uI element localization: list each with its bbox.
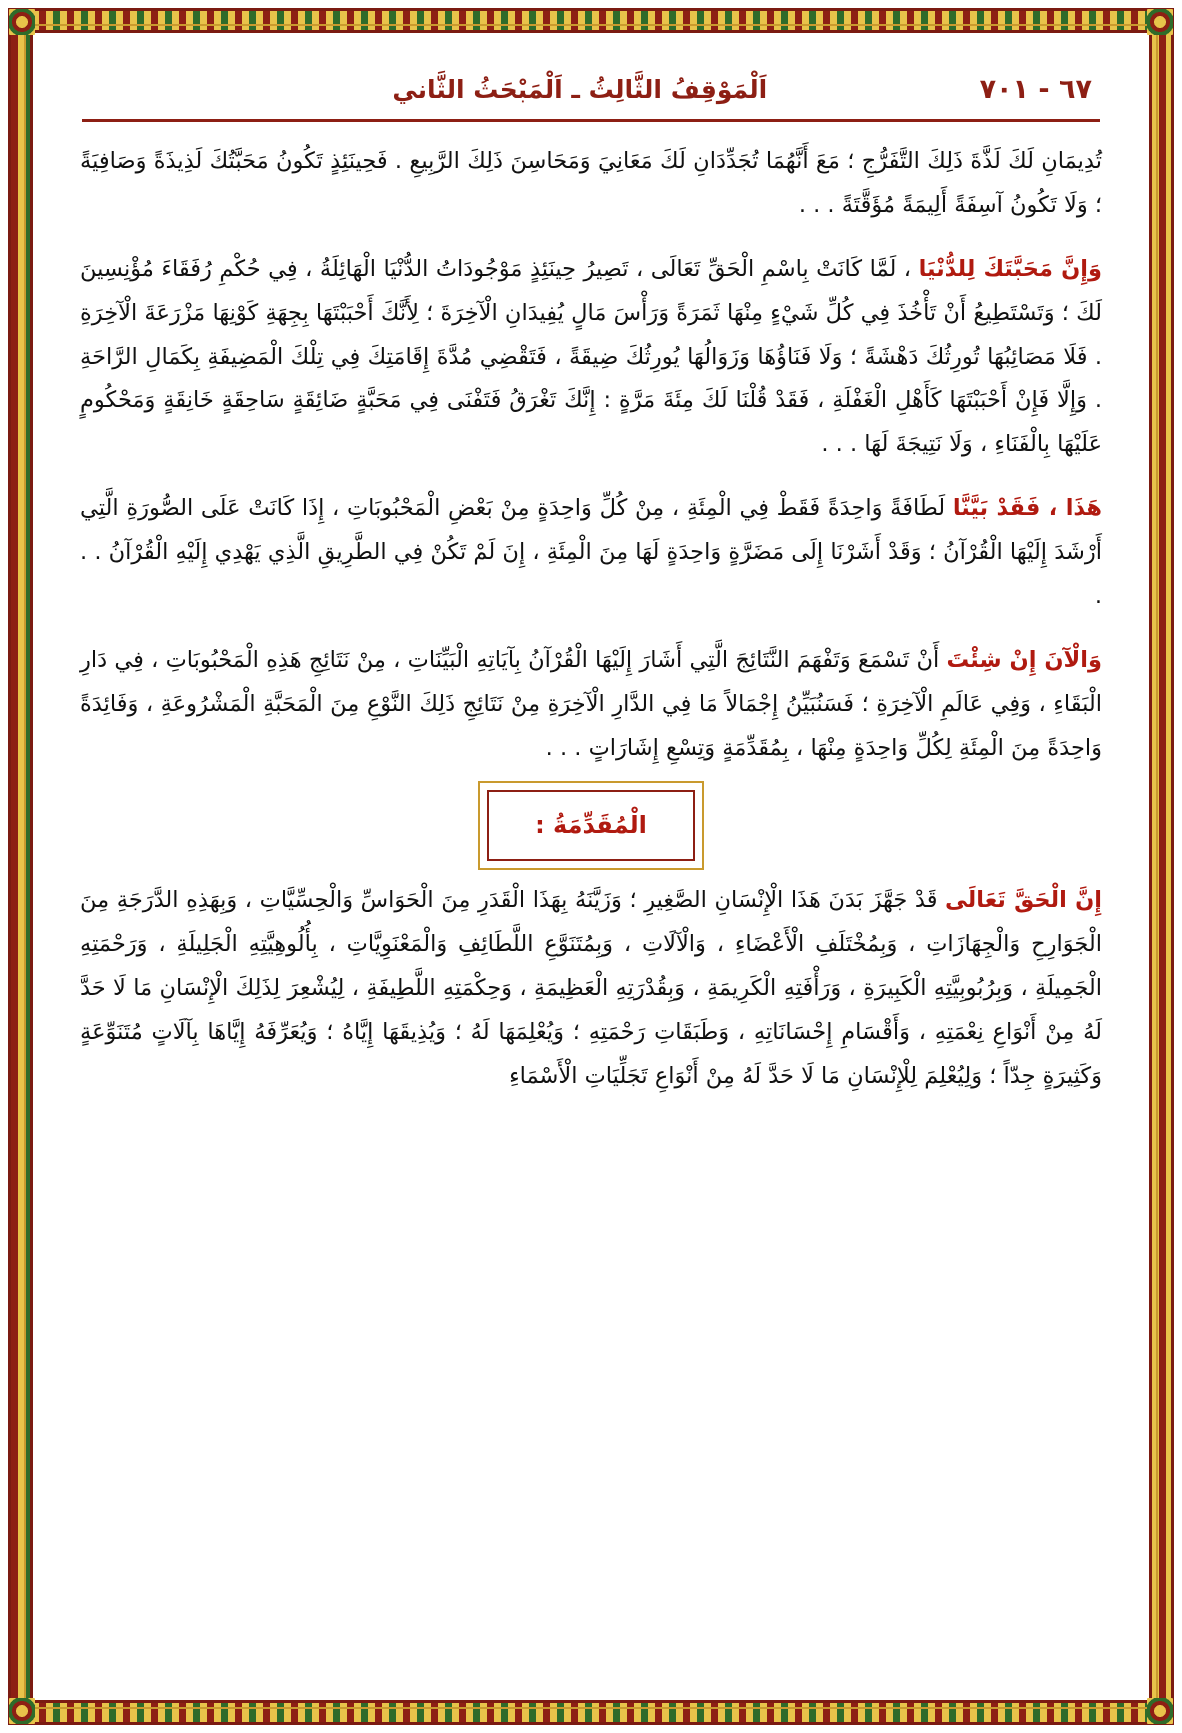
paragraph-2 xyxy=(80,248,1102,467)
header-divider xyxy=(82,119,1100,122)
paragraph-3 xyxy=(80,487,1102,619)
corner-ornament-bottom-right xyxy=(1147,1698,1173,1724)
section-heading-cartouche xyxy=(487,790,695,861)
section-heading-wrapper xyxy=(80,790,1102,861)
paragraph-5-lead: إِنَّ الْحَقَّ تَعَالَى xyxy=(945,887,1102,914)
paragraph-5 xyxy=(80,879,1102,1098)
page-content xyxy=(46,46,1136,1687)
paragraph-2-text: ، لَمَّا كَانَتْ بِاسْمِ الْحَقِّ تَعَالَى ، تَصِيرُ حِينَئِذٍ مَوْجُودَاتُ الدُّنْيَا الْهَائِلَةُ ، فِي حُكْمِ رُفَقَاءَ مُؤْنِسِينَ لَكَ ؛ وَتَسْتَطِيعُ أَنْ تَأْخُذَ فِي كُلِّ شَيْءٍ مِنْهَا ثَمَرَةً وَرَأْسَ مَالٍ يُفِيدَانِ الْآخِرَةَ ؛ لِأَنَّكَ أَحْبَبْتَهَا بِجِهَةِ كَوْنِهَا مَزْرَعَةَ الْآخِرَةِ . فَلَا مَصَائِبُهَا تُورِثُكَ دَهْشَةً ؛ وَلَا فَنَاؤُهَا وَزَوَالُهَا يُورِثُكَ ضِيقَةً ، فَتَقْضِي مُدَّةَ إِقَامَتِكَ فِي تِلْكَ الْمَضِيفَةِ بِكَمَالِ الرَّاحَةِ . وَإِلَّا فَإِنْ أَحْبَبْتَهَا كَأَهْلِ الْغَفْلَةِ ، فَقَدْ قُلْنَا لَكَ مِئَةَ مَرَّةٍ : إِنَّكَ تَغْرَقُ فَتَفْنَى فِي مَحَبَّةٍ ضَائِقَةٍ سَاحِقَةٍ خَانِقَةٍ وَمَحْكُومٍ عَلَيْهَا بِالْفَنَاءِ ، وَلَا نَتِيجَةَ لَهَا . . . xyxy=(80,255,1102,458)
paragraph-5-text: قَدْ جَهَّزَ بَدَنَ هَذَا الْإِنْسَانِ الصَّغِيرِ ؛ وَزَيَّنَهُ بِهَذَا الْقَدَرِ مِنَ الْحَوَاسِّ وَالْحِسِّيَّاتِ ، وَبِهَذِهِ الدَّرَجَةِ مِنَ الْجَوَارِحِ وَالْجِهَازَاتِ ، وَبِمُخْتَلَفِ الْأَعْضَاءِ ، وَالْآلَاتِ ، وَبِمُتَنَوَّعِ اللَّطَائِفِ وَالْمَعْنَوِيَّاتِ ، بِأُلُوهِيَّتِهِ الْجَلِيلَةِ ، وَرَحْمَتِهِ الْجَمِيلَةِ ، وَبِرُبُوبِيَّتِهِ الْكَبِيرَةِ ، وَرَأْفَتِهِ الْكَرِيمَةِ ، وَبِقُدْرَتِهِ الْعَظِيمَةِ ، وَحِكْمَتِهِ اللَّطِيفَةِ ، لِيُشْعِرَ لِذَلِكَ الْإِنْسَانِ مَا لَا حَدَّ لَهُ مِنْ أَنْوَاعِ نِعْمَتِهِ ، وَأَقْسَامِ إِحْسَانَاتِهِ ، وَطَبَقَاتِ رَحْمَتِهِ ؛ وَيُعْلِمَهَا لَهُ ؛ وَيُذِيقَهَا إِيَّاهُ ؛ وَيُعَرِّفَهُ إِيَّاهَا بِآلَاتٍ مُتَنَوِّعَةٍ وَكَثِيرَةٍ جِدّاً ؛ وَلِيُعْلِمَ لِلْإِنْسَانِ مَا لَا حَدَّ لَهُ مِنْ أَنْوَاعِ تَجَلِّيَاتِ الْأَسْمَاءِ xyxy=(80,887,1102,1089)
paragraph-3-lead: هَذَا ، فَقَدْ بَيَّنَّا xyxy=(952,495,1103,522)
page-title: اَلْمَوْقِفُ الثَّالِثُ ـ اَلْمَبْحَثُ الثَّاني xyxy=(392,75,768,104)
paragraph-2-lead: وَإِنَّ مَحَبَّتَكَ لِلدُّنْيَا xyxy=(918,255,1102,282)
corner-ornament-top-left xyxy=(9,9,35,35)
paragraph-4 xyxy=(80,639,1102,771)
corner-ornament-top-right xyxy=(1147,9,1173,35)
paragraph-4-lead: وَالْآنَ إِنْ شِئْتَ xyxy=(946,646,1102,673)
corner-ornament-bottom-left xyxy=(9,1698,35,1724)
paragraph-3-text: لَطَافَةً وَاحِدَةً فَقَطْ فِي الْمِئَةِ ، مِنْ كُلِّ وَاحِدَةٍ مِنْ بَعْضِ الْمَحْبُوبَاتِ ، إِذَا كَانَتْ عَلَى الصُّورَةِ الَّتِي أَرْشَدَ إِلَيْهَا الْقُرْآنُ ؛ وَقَدْ أَشَرْنَا إِلَى مَضَرَّةٍ وَاحِدَةٍ لَهَا مِنَ الْمِئَةِ ، إِنَ لَمْ تَكُنْ فِي الطَّرِيقِ الَّذِي يَهْدِي إِلَيْهِ الْقُرْآنُ . . . xyxy=(80,495,1102,609)
body-text xyxy=(80,140,1102,1099)
paragraph-1 xyxy=(80,140,1102,228)
paragraph-1-text: تُدِيمَانِ لَكَ لَذَّةَ ذَلِكَ التَّفَرُّجِ ؛ مَعَ أَنَّهُمَا تُجَدِّدَانِ لَكَ مَعَانِيَ وَمَحَاسِنَ ذَلِكَ الرَّبِيعِ . فَحِينَئِذٍ تَكُونُ مَحَبَّتُكَ لَذِيذَةً وَصَافِيَةً ؛ وَلَا تَكُونُ آسِفَةً أَلِيمَةً مُؤَقَّتَةً . . . xyxy=(80,148,1102,218)
paragraph-4-text: أَنْ تَسْمَعَ وَتَفْهَمَ النَّتَائِجَ الَّتِي أَشَارَ إِلَيْهَا الْقُرْآنُ بِآيَاتِهِ الْبَيِّنَاتِ ، مِنْ نَتَائِجِ هَذِهِ الْمَحْبُوبَاتِ ، فِي دَارِ الْبَقَاءِ ، وَفِي عَالَمِ الْآخِرَةِ ؛ فَسَنُبَيِّنُ إِجْمَالاً مَا فِي الدَّارِ الْآخِرَةِ مِنْ نَتَائِجِ ذَلِكَ النَّوْعِ مِنَ الْمَحَبَّةِ الْمَشْرُوعَةِ ، وَفَائِدَةً وَاحِدَةً مِنَ الْمِئَةِ لِكُلِّ وَاحِدَةٍ مِنْهَا ، بِمُقَدِّمَةٍ وَتِسْعِ إِشَارَاتٍ . . . xyxy=(80,646,1102,761)
page-header xyxy=(80,68,1102,115)
section-heading-text: الْمُقَدِّمَةُ : xyxy=(535,811,647,840)
page-number: ٦٧ - ٧٠١ xyxy=(979,74,1092,105)
